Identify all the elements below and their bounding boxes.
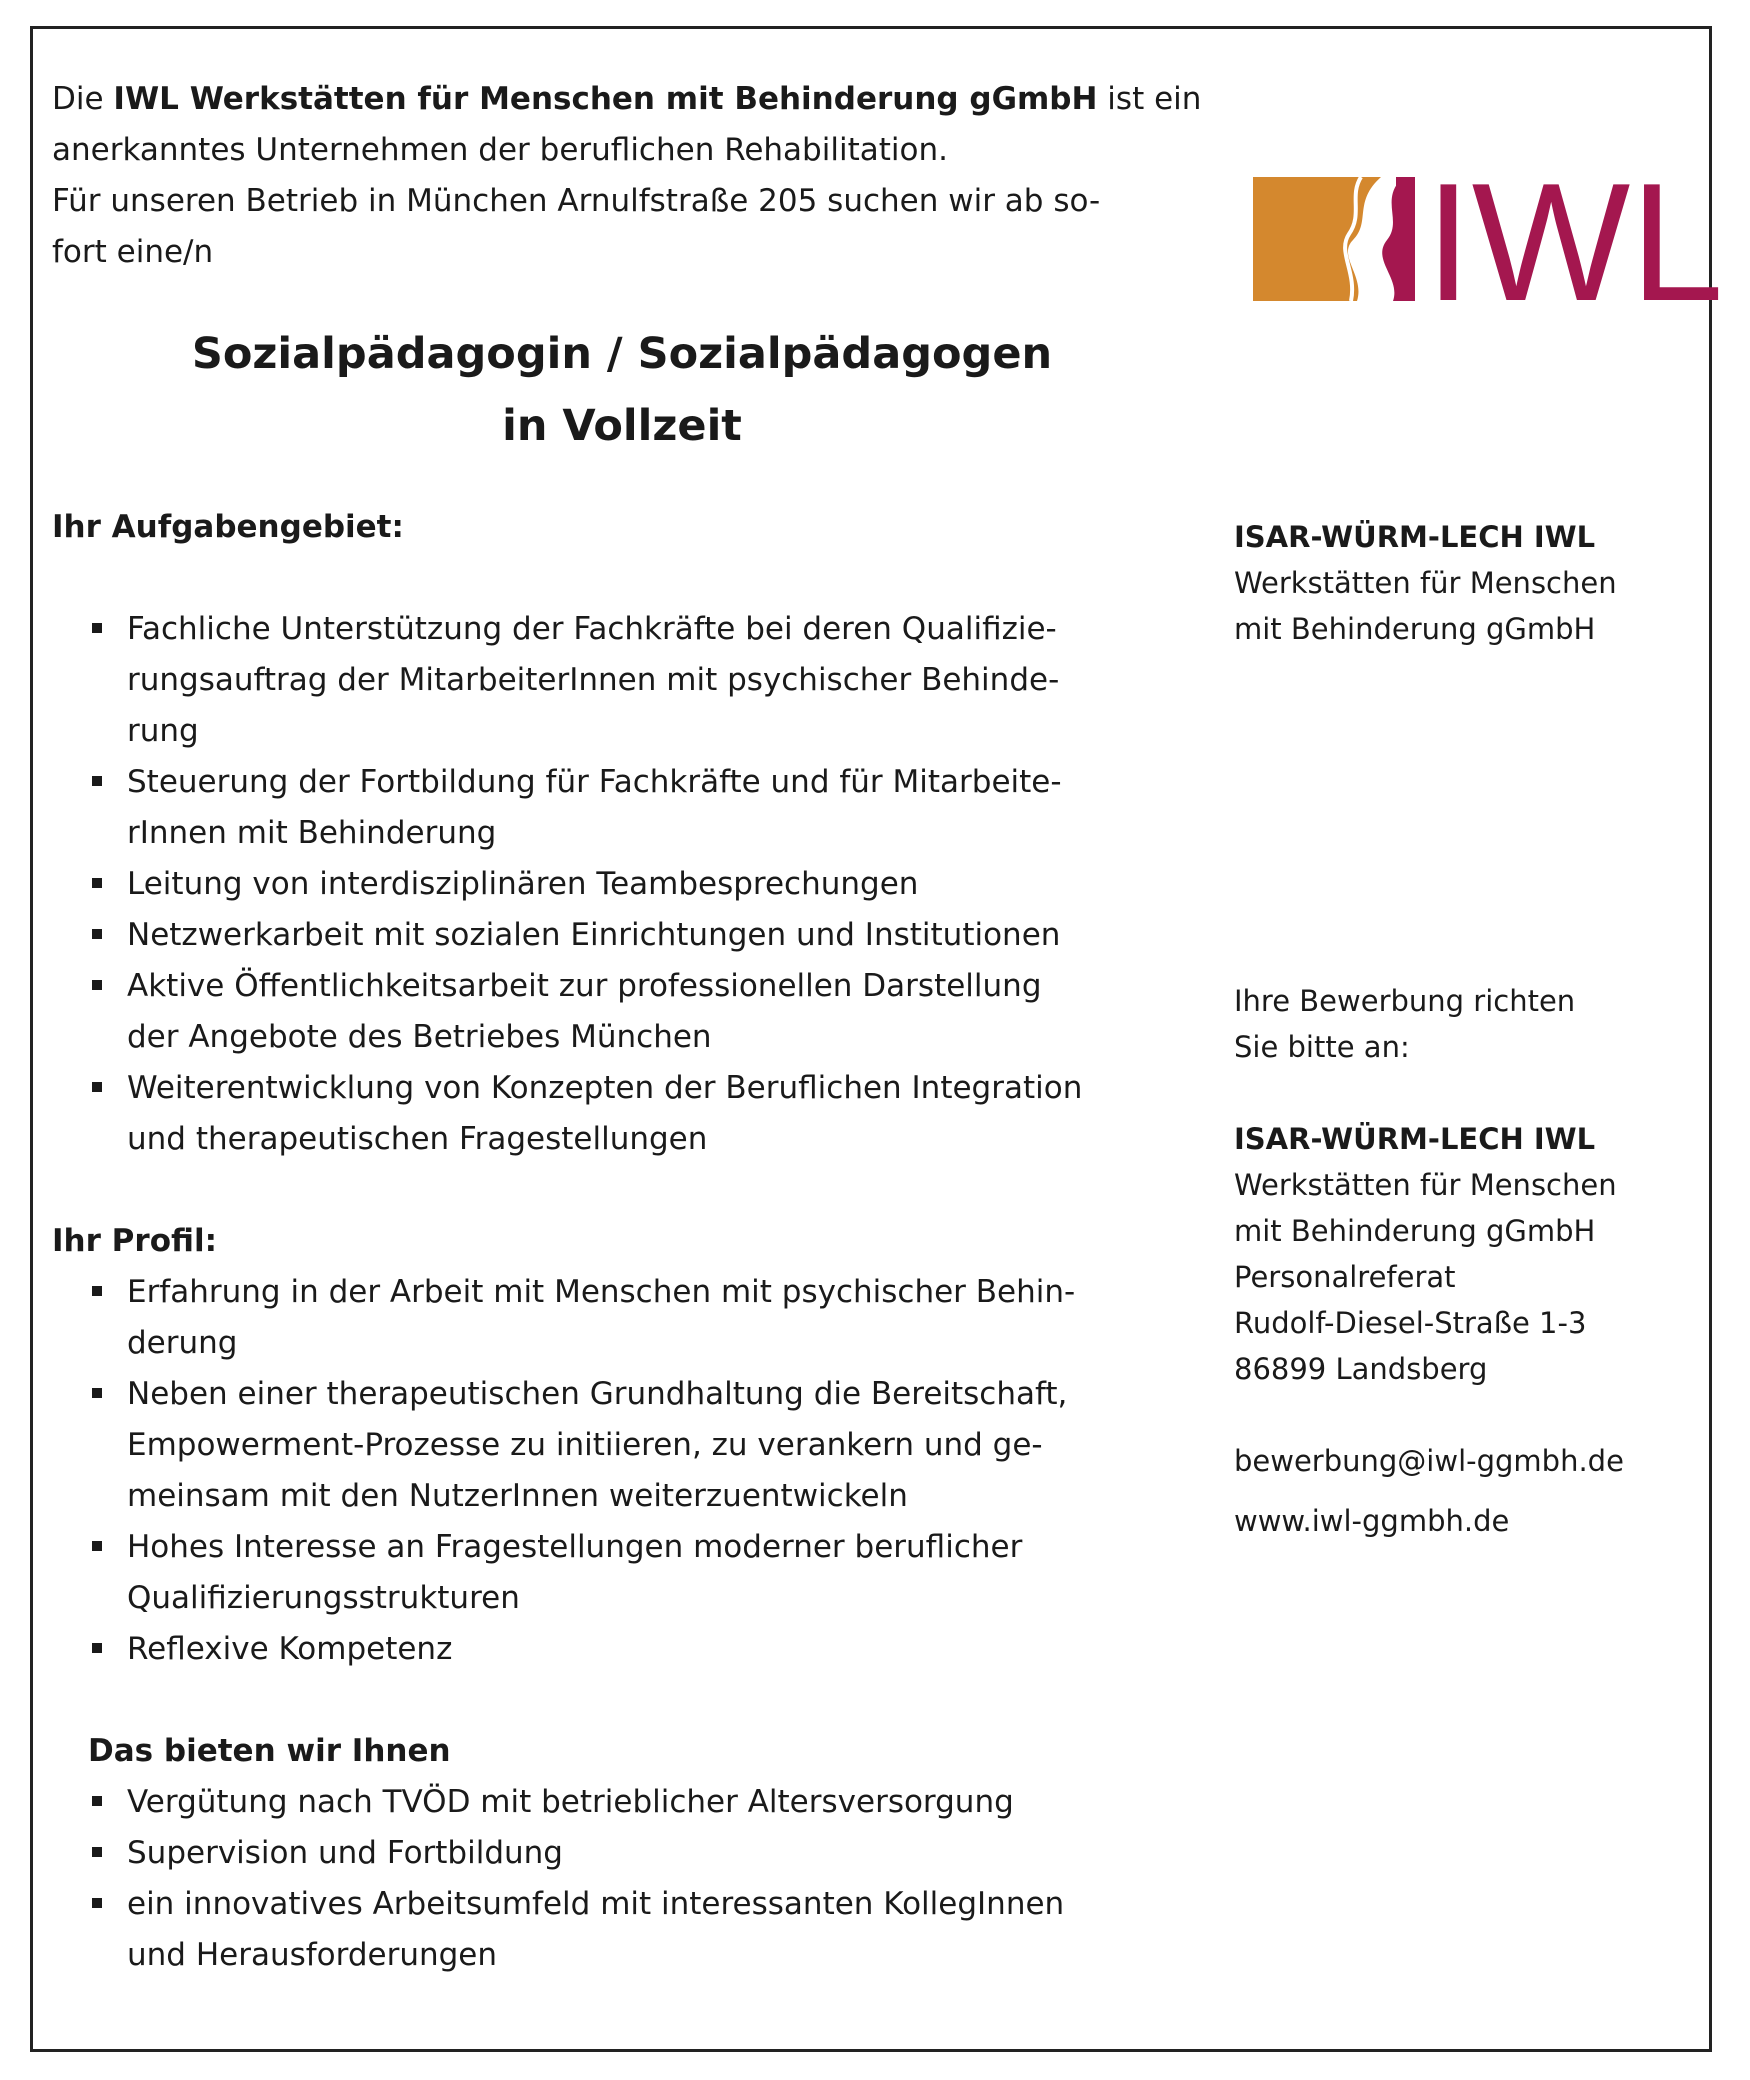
contact-street: Rudolf-Diesel-Straße 1-3: [1234, 1306, 1587, 1340]
offer-list: [52, 1777, 1202, 1981]
bullet-square-icon: [92, 878, 102, 888]
bullet-square-icon: [92, 980, 102, 990]
job-title-line-2: in Vollzeit: [502, 401, 742, 451]
tasks-heading: Ihr Aufgabengebiet:: [52, 509, 404, 545]
contact-city: 86899 Landsberg: [1234, 1352, 1488, 1386]
tasks-item-line: Steuerung der Fortbildung für Fachkräfte und für Mitarbeite-: [127, 764, 1062, 800]
company-name: IWL Werkstätten für Menschen mit Behinderung gGmbH: [113, 81, 1098, 117]
contact-dept: Personalreferat: [1234, 1260, 1456, 1294]
intro-suffix: ist ein: [1097, 81, 1202, 117]
bullet-square-icon: [92, 1541, 102, 1551]
bullet-square-icon: [92, 776, 102, 786]
tasks-item-line: und therapeutischen Fragestellungen: [127, 1121, 708, 1157]
bullet-square-icon: [92, 1796, 102, 1806]
profile-item: [52, 1369, 1202, 1522]
website-link[interactable]: www.iwl-ggmbh.de: [1234, 1504, 1510, 1538]
profile-item: [52, 1624, 1202, 1675]
profile-item: [52, 1522, 1202, 1624]
offer-item-line: ein innovatives Arbeitsumfeld mit interessanten KollegInnen: [127, 1886, 1065, 1922]
contact-line-2: Werkstätten für Menschen: [1234, 1168, 1617, 1202]
tasks-item: [52, 1063, 1202, 1165]
profile-item-line: derung: [127, 1325, 238, 1361]
tasks-item: [52, 910, 1202, 961]
contact-line-3: mit Behinderung gGmbH: [1234, 1214, 1596, 1248]
tasks-item: [52, 961, 1202, 1063]
intro-line-3: Für unseren Betrieb in München Arnulfstraße 205 suchen wir ab so-: [52, 183, 1101, 219]
email-link[interactable]: bewerbung@iwl-ggmbh.de: [1234, 1444, 1624, 1478]
offer-item: [52, 1777, 1202, 1828]
intro-text: [52, 74, 1202, 278]
tasks-item-line: Aktive Öffentlichkeitsarbeit zur professionellen Darstellung: [127, 968, 1042, 1004]
profile-item-line: meinsam mit den NutzerInnen weiterzuentwickeln: [127, 1478, 908, 1514]
bullet-square-icon: [92, 1643, 102, 1653]
offer-heading: Das bieten wir Ihnen: [88, 1733, 451, 1769]
org-name: ISAR-WÜRM-LECH IWL: [1234, 520, 1596, 554]
tasks-item-line: rung: [127, 713, 199, 749]
sidebar: [1234, 514, 1674, 1544]
bullet-square-icon: [92, 1082, 102, 1092]
tasks-item-line: Leitung von interdisziplinären Teambesprechungen: [127, 866, 919, 902]
intro-prefix: Die: [52, 81, 114, 117]
tasks-item-line: der Angebote des Betriebes München: [127, 1019, 712, 1055]
logo-text: IWL: [1425, 148, 1724, 336]
main-column: [52, 74, 1202, 1981]
tasks-item-line: Weiterentwicklung von Konzepten der Beruflichen Integration: [127, 1070, 1083, 1106]
org-line-3: mit Behinderung gGmbH: [1234, 612, 1596, 646]
profile-item: [52, 1267, 1202, 1369]
profile-list: [52, 1267, 1202, 1675]
profile-item-line: Hohes Interesse an Fragestellungen moderner beruflicher: [127, 1529, 1023, 1565]
bullet-square-icon: [92, 1286, 102, 1296]
apply-line-2: Sie bitte an:: [1234, 1030, 1410, 1064]
bullet-square-icon: [92, 1898, 102, 1908]
profile-item-line: Empowerment-Prozesse zu initiieren, zu verankern und ge-: [127, 1427, 1043, 1463]
tasks-list: [52, 604, 1202, 1165]
job-title: [52, 318, 1192, 462]
tasks-item-line: rungsauftrag der MitarbeiterInnen mit psychischer Behinde-: [127, 662, 1060, 698]
tasks-item: [52, 859, 1202, 910]
bullet-square-icon: [92, 929, 102, 939]
contact-name: ISAR-WÜRM-LECH IWL: [1234, 1122, 1596, 1156]
intro-line-4: fort eine/n: [52, 234, 214, 270]
profile-heading: Ihr Profil:: [52, 1223, 217, 1259]
bullet-square-icon: [92, 1388, 102, 1398]
offer-item: [52, 1879, 1202, 1981]
tasks-item-line: Fachliche Unterstützung der Fachkräfte bei deren Qualifizie-: [127, 611, 1057, 647]
tasks-item: [52, 604, 1202, 757]
bullet-square-icon: [92, 623, 102, 633]
profile-item-line: Qualifizierungsstrukturen: [127, 1580, 520, 1616]
intro-line-2: anerkanntes Unternehmen der beruflichen Rehabilitation.: [52, 132, 948, 168]
org-line-2: Werkstätten für Menschen: [1234, 566, 1617, 600]
bullet-square-icon: [92, 1847, 102, 1857]
offer-item-line: Supervision und Fortbildung: [127, 1835, 563, 1871]
profile-item-line: Neben einer therapeutischen Grundhaltung die Bereitschaft,: [127, 1376, 1068, 1412]
profile-item-line: Reflexive Kompetenz: [127, 1631, 453, 1667]
apply-line-1: Ihre Bewerbung richten: [1234, 984, 1576, 1018]
profile-item-line: Erfahrung in der Arbeit mit Menschen mit psychischer Behin-: [127, 1274, 1076, 1310]
tasks-item-line: Netzwerkarbeit mit sozialen Einrichtungen und Institutionen: [127, 917, 1061, 953]
job-title-line-1: Sozialpädagogin / Sozialpädagogen: [191, 329, 1053, 379]
tasks-item: [52, 757, 1202, 859]
iwl-logo-icon: [1253, 148, 1724, 336]
tasks-item-line: rInnen mit Behinderung: [127, 815, 497, 851]
offer-item: [52, 1828, 1202, 1879]
offer-item-line: und Herausforderungen: [127, 1937, 498, 1973]
offer-item-line: Vergütung nach TVÖD mit betrieblicher Altersversorgung: [127, 1784, 1014, 1820]
